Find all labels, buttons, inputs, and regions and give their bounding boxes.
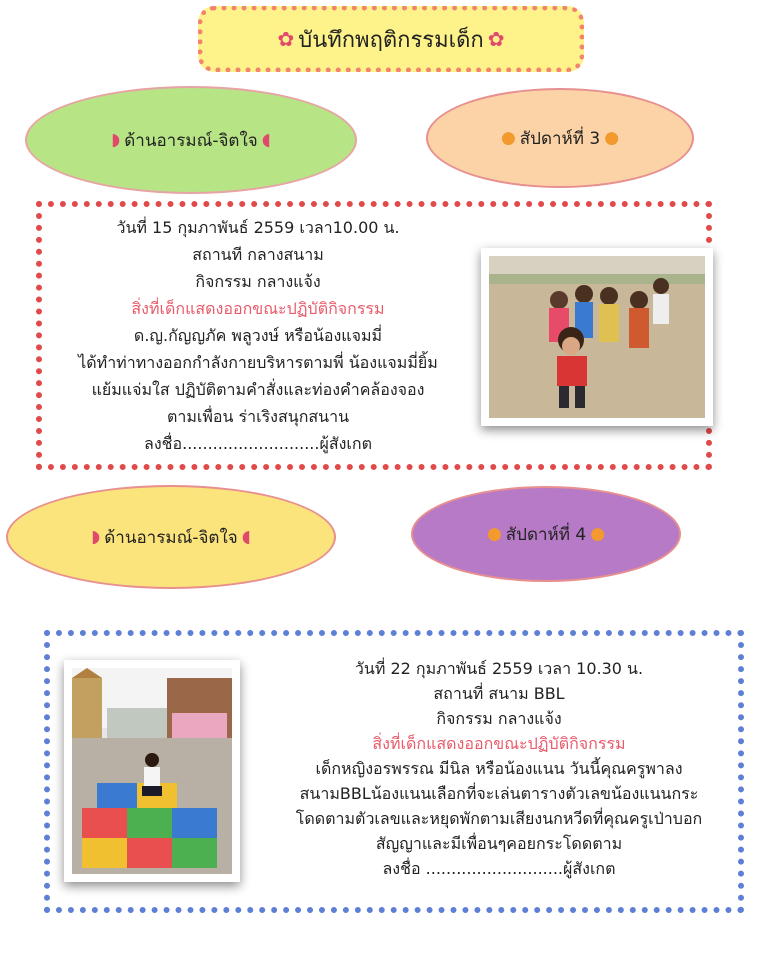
observation-text-week3 <box>48 214 468 457</box>
child-name-line: เด็กหญิงอรพรรณ มีนิล หรือน้องแนน วันนี้คุณครูพาลง <box>315 759 683 778</box>
orange-icon: ● <box>590 524 606 544</box>
orange-icon: ● <box>604 128 620 148</box>
activity-line: กิจกรรม กลางแจ้ง <box>436 709 562 728</box>
hopscotch-photo <box>64 660 240 882</box>
observation-line: โดดตามตัวเลขและหยุดพักตามเสียงนกหวีดที่คุณครูเป่าบอก <box>295 809 703 828</box>
week-label-3 <box>426 88 694 188</box>
orange-icon: ● <box>486 524 502 544</box>
page-title: บันทึกพฤติกรรมเด็ก <box>298 27 484 53</box>
child-name-line: ด.ญ.กัญญภัค พลูวงษ์ หรือน้องแจมมี่ <box>133 326 383 345</box>
week-label-text: สัปดาห์ที่ 3 <box>519 128 601 149</box>
behavior-heading: สิ่งที่เด็กแสดงออกขณะปฏิบัติกิจกรรม <box>131 299 385 318</box>
watermelon-icon: ◖ <box>261 130 271 150</box>
watermelon-icon: ◖ <box>241 527 251 547</box>
observation-line: ตามเพื่อน ร่าเริงสนุกสนาน <box>166 407 350 426</box>
date-line: วันที่ 22 กุมภาพันธ์ 2559 เวลา 10.30 น. <box>354 659 644 678</box>
observation-line: สนามBBLน้องแนนเลือกที่จะเล่นตารางตัวเลขน้องแนนกระ <box>299 784 699 803</box>
domain-label-text: ด้านอารมณ์-จิตใจ <box>124 130 258 151</box>
domain-label-text: ด้านอารมณ์-จิตใจ <box>104 527 238 548</box>
watermelon-icon: ◗ <box>111 130 121 150</box>
children-group-photo <box>481 248 713 426</box>
week-label-text: สัปดาห์ที่ 4 <box>505 524 587 545</box>
activity-line: กิจกรรม กลางแจ้ง <box>195 272 321 291</box>
domain-label-week4 <box>6 485 336 589</box>
hibiscus-icon: ✿ <box>277 27 295 51</box>
observation-text-week4 <box>262 656 736 881</box>
signature-line: ลงชื่อ...........................ผู้สังเกต <box>144 434 372 453</box>
signature-line: ลงชื่อ ...........................ผู้สังเกต <box>382 859 616 878</box>
hibiscus-icon: ✿ <box>487 27 505 51</box>
date-line: วันที่ 15 กุมภาพันธ์ 2559 เวลา10.00 น. <box>116 218 400 237</box>
watermelon-icon: ◗ <box>91 527 101 547</box>
place-line: สถานที่ สนาม BBL <box>433 684 565 703</box>
domain-label-week3 <box>25 86 357 194</box>
page-title-banner <box>198 6 584 72</box>
children-group-photo-image <box>489 256 705 418</box>
observation-line: แย้มแจ่มใส ปฏิบัติตามคำสั่งและท่องคำคล้องจอง <box>91 380 425 399</box>
hopscotch-photo-image <box>72 668 232 874</box>
week-label-4 <box>411 486 681 582</box>
behavior-heading: สิ่งที่เด็กแสดงออกขณะปฏิบัติกิจกรรม <box>372 734 626 753</box>
orange-icon: ● <box>500 128 516 148</box>
place-line: สถานที กลางสนาม <box>192 245 324 264</box>
observation-line: ได้ทำท่าทางออกกำลังกายบริหารตามพี่ น้องแจมมี่ยิ้ม <box>78 353 438 372</box>
observation-line: สัญญาและมีเพื่อนๆคอยกระโดดตาม <box>375 834 623 853</box>
